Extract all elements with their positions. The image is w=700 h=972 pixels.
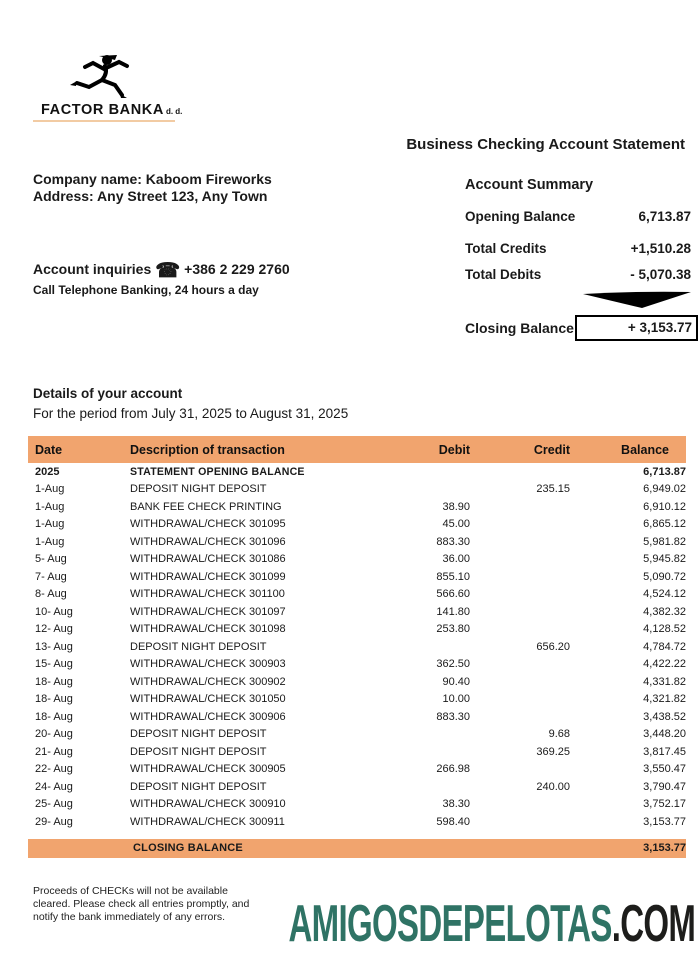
- account-summary-title: Account Summary: [465, 177, 594, 193]
- cell-description: WITHDRAWAL/CHECK 301095: [130, 518, 286, 531]
- bank-name-text: FACTOR BANKA: [41, 102, 164, 118]
- closing-bar-value: 3,153.77: [643, 842, 686, 854]
- cell-credit: [470, 568, 572, 586]
- cell-credit: 235.15: [536, 483, 570, 496]
- cell-credit: [470, 516, 572, 534]
- cell-description: WITHDRAWAL/CHECK 300905: [130, 763, 286, 776]
- transaction-row: [28, 761, 686, 779]
- cell-date: 18- Aug: [35, 675, 73, 688]
- cell-date: 24- Aug: [35, 780, 73, 793]
- cell-debit: 36.00: [442, 553, 470, 566]
- total-debits-row: [465, 267, 691, 282]
- cell-description: WITHDRAWAL/CHECK 301098: [130, 623, 286, 636]
- closing-bar-label: CLOSING BALANCE: [133, 842, 243, 854]
- cell-balance: 5,945.82: [643, 553, 686, 566]
- transaction-row: [28, 533, 686, 551]
- cell-credit: [470, 621, 572, 639]
- opening-balance-row: [465, 209, 691, 224]
- transaction-row: [28, 708, 686, 726]
- header-balance: Balance: [621, 442, 669, 457]
- header-credit: Credit: [533, 442, 570, 457]
- transactions-table-wrap: [28, 436, 686, 831]
- cell-description: WITHDRAWAL/CHECK 300903: [130, 658, 286, 671]
- cell-debit: [388, 778, 470, 796]
- cell-description: WITHDRAWAL/CHECK 301097: [130, 605, 286, 618]
- transaction-row: [28, 813, 686, 831]
- cell-credit: [470, 673, 572, 691]
- transaction-row: [28, 551, 686, 569]
- cell-description: WITHDRAWAL/CHECK 300906: [130, 710, 286, 723]
- cell-debit: [388, 743, 470, 761]
- transaction-row: [28, 656, 686, 674]
- cell-date: 12- Aug: [35, 623, 73, 636]
- cell-debit: 598.40: [436, 815, 470, 828]
- cell-balance: 4,524.12: [643, 588, 686, 601]
- cell-description: WITHDRAWAL/CHECK 301099: [130, 570, 286, 583]
- cell-credit: [470, 691, 572, 709]
- account-inquiries-line: [33, 258, 290, 283]
- transaction-row: [28, 778, 686, 796]
- cell-debit: 10.00: [442, 693, 470, 706]
- watermark-suffix: .COM: [611, 894, 695, 953]
- cell-credit: [470, 761, 572, 779]
- telephone-banking-note: Call Telephone Banking, 24 hours a day: [33, 283, 259, 297]
- cell-debit: 883.30: [436, 710, 470, 723]
- cell-description: DEPOSIT NIGHT DEPOSIT: [130, 728, 267, 741]
- cell-balance: 3,752.17: [643, 798, 686, 811]
- cell-description: WITHDRAWAL/CHECK 300902: [130, 675, 286, 688]
- cell-balance: 3,438.52: [643, 710, 686, 723]
- cell-debit: 45.00: [442, 518, 470, 531]
- transaction-row: [28, 673, 686, 691]
- total-debits-value: - 5,070.38: [630, 267, 691, 282]
- cell-date: 20- Aug: [35, 728, 73, 741]
- cell-credit: [470, 533, 572, 551]
- cell-date: 18- Aug: [35, 693, 73, 706]
- inquiries-label: Account inquiries: [33, 261, 152, 277]
- cell-date: 2025: [35, 465, 60, 478]
- details-title: Details of your account: [33, 386, 183, 401]
- cell-credit: [470, 813, 572, 831]
- cell-date: 8- Aug: [35, 588, 67, 601]
- cell-credit: 9.68: [548, 728, 570, 741]
- cell-debit: 855.10: [436, 570, 470, 583]
- cell-credit: [470, 498, 572, 516]
- cell-debit: 90.40: [442, 675, 470, 688]
- cell-date: 22- Aug: [35, 763, 73, 776]
- cell-date: 1-Aug: [35, 518, 65, 531]
- cell-balance: 4,422.22: [643, 658, 686, 671]
- header-date: Date: [35, 442, 63, 457]
- cell-date: 10- Aug: [35, 605, 73, 618]
- transaction-row: [28, 726, 686, 744]
- table-header-row: [28, 436, 686, 463]
- transaction-row: [28, 516, 686, 534]
- cell-date: 5- Aug: [35, 553, 67, 566]
- total-debits-label: Total Debits: [465, 267, 542, 282]
- cell-description: WITHDRAWAL/CHECK 301100: [130, 588, 285, 601]
- total-credits-value: +1,510.28: [630, 241, 691, 256]
- disclaimer-line-1: Proceeds of CHECKs will not be available: [33, 885, 228, 897]
- disclaimer-line-2: cleared. Please check all entries promptly, and: [33, 898, 250, 910]
- cell-debit: 38.30: [442, 798, 470, 811]
- cell-debit: 38.90: [442, 500, 470, 513]
- cell-balance: 6,865.12: [643, 518, 686, 531]
- closing-balance-bar: [28, 839, 686, 858]
- transaction-row: [28, 568, 686, 586]
- cell-description: WITHDRAWAL/CHECK 301086: [130, 553, 286, 566]
- cell-description: WITHDRAWAL/CHECK 300911: [130, 815, 285, 828]
- bank-suffix: d. d.: [165, 107, 183, 116]
- cell-description: DEPOSIT NIGHT DEPOSIT: [130, 780, 267, 793]
- logo-underline: [33, 120, 175, 122]
- cell-date: 21- Aug: [35, 745, 73, 758]
- down-arrow-icon: [582, 291, 692, 309]
- cell-balance: 6,949.02: [643, 483, 686, 496]
- cell-balance: 3,790.47: [643, 780, 686, 793]
- cell-date: 1-Aug: [35, 483, 65, 496]
- cell-date: 15- Aug: [35, 658, 73, 671]
- disclaimer-text: [33, 885, 249, 924]
- cell-balance: 6,713.87: [643, 465, 686, 478]
- cell-credit: [470, 463, 572, 481]
- transaction-row: [28, 498, 686, 516]
- cell-balance: 3,550.47: [643, 763, 686, 776]
- cell-date: 1-Aug: [35, 535, 65, 548]
- cell-date: 29- Aug: [35, 815, 73, 828]
- cell-date: 25- Aug: [35, 798, 73, 811]
- cell-balance: 3,817.45: [643, 745, 686, 758]
- cell-credit: [470, 796, 572, 814]
- transaction-row: [28, 691, 686, 709]
- customer-info: [33, 171, 272, 204]
- cell-date: 7- Aug: [35, 570, 67, 583]
- transaction-row: [28, 481, 686, 499]
- statement-title: Business Checking Account Statement: [406, 136, 685, 153]
- closing-balance-label: Closing Balance: [465, 320, 574, 336]
- cell-balance: 3,448.20: [643, 728, 686, 741]
- cell-debit: 266.98: [436, 763, 470, 776]
- cell-balance: 5,090.72: [643, 570, 686, 583]
- cell-description: WITHDRAWAL/CHECK 300910: [130, 798, 286, 811]
- watermark-main: AMIGOSDEPELOTAS: [288, 894, 612, 953]
- cell-credit: [470, 551, 572, 569]
- cell-description: DEPOSIT NIGHT DEPOSIT: [130, 640, 267, 653]
- total-credits-label: Total Credits: [465, 241, 547, 256]
- header-description: Description of transaction: [130, 442, 285, 457]
- cell-debit: 566.60: [436, 588, 470, 601]
- bank-name: [41, 102, 182, 118]
- transaction-row: [28, 621, 686, 639]
- transaction-row: [28, 603, 686, 621]
- cell-balance: 4,331.82: [643, 675, 686, 688]
- cell-credit: [470, 708, 572, 726]
- transactions-body: [28, 463, 686, 831]
- transaction-row: [28, 463, 686, 481]
- phone-icon: ☎: [155, 260, 181, 282]
- disclaimer-line-3: notify the bank immediately of any errors.: [33, 911, 226, 923]
- opening-balance-value: 6,713.87: [638, 209, 691, 224]
- cell-date: 13- Aug: [35, 640, 73, 653]
- cell-credit: [470, 656, 572, 674]
- statement-period: For the period from July 31, 2025 to August 31, 2025: [33, 406, 349, 421]
- cell-balance: 3,153.77: [643, 815, 686, 828]
- total-credits-row: [465, 241, 691, 256]
- cell-balance: 5,981.82: [643, 535, 686, 548]
- cell-credit: [470, 586, 572, 604]
- watermark-logo: [288, 893, 695, 953]
- header-debit: Debit: [438, 442, 470, 457]
- company-address-line: Address: Any Street 123, Any Town: [33, 187, 268, 204]
- cell-description: DEPOSIT NIGHT DEPOSIT: [130, 483, 267, 496]
- cell-credit: 656.20: [536, 640, 570, 653]
- cell-balance: 4,321.82: [643, 693, 686, 706]
- cell-description: WITHDRAWAL/CHECK 301096: [130, 535, 286, 548]
- closing-balance-box: + 3,153.77: [575, 315, 698, 341]
- cell-debit: [388, 463, 470, 481]
- company-name-line: Company name: Kaboom Fireworks: [33, 171, 272, 187]
- cell-balance: 6,910.12: [643, 500, 686, 513]
- transaction-row: [28, 586, 686, 604]
- cell-credit: 240.00: [536, 780, 570, 793]
- cell-description: DEPOSIT NIGHT DEPOSIT: [130, 745, 267, 758]
- cell-date: 1-Aug: [35, 500, 65, 513]
- transaction-row: [28, 743, 686, 761]
- running-figure-icon: [61, 52, 147, 102]
- cell-debit: [388, 638, 470, 656]
- cell-balance: 4,784.72: [643, 640, 686, 653]
- transaction-row: [28, 796, 686, 814]
- opening-balance-label: Opening Balance: [465, 209, 576, 224]
- cell-balance: 4,382.32: [643, 605, 686, 618]
- transactions-table: [28, 436, 686, 831]
- cell-debit: 362.50: [436, 658, 470, 671]
- cell-credit: [470, 603, 572, 621]
- cell-debit: 883.30: [436, 535, 470, 548]
- cell-credit: 369.25: [536, 745, 570, 758]
- cell-balance: 4,128.52: [643, 623, 686, 636]
- cell-debit: 253.80: [436, 623, 470, 636]
- cell-debit: [388, 481, 470, 499]
- transaction-row: [28, 638, 686, 656]
- cell-debit: [388, 726, 470, 744]
- cell-description: WITHDRAWAL/CHECK 301050: [130, 693, 286, 706]
- phone-number: +386 2 229 2760: [184, 261, 290, 277]
- cell-description: BANK FEE CHECK PRINTING: [130, 500, 282, 513]
- cell-date: 18- Aug: [35, 710, 73, 723]
- cell-description: STATEMENT OPENING BALANCE: [130, 465, 305, 478]
- cell-debit: 141.80: [436, 605, 470, 618]
